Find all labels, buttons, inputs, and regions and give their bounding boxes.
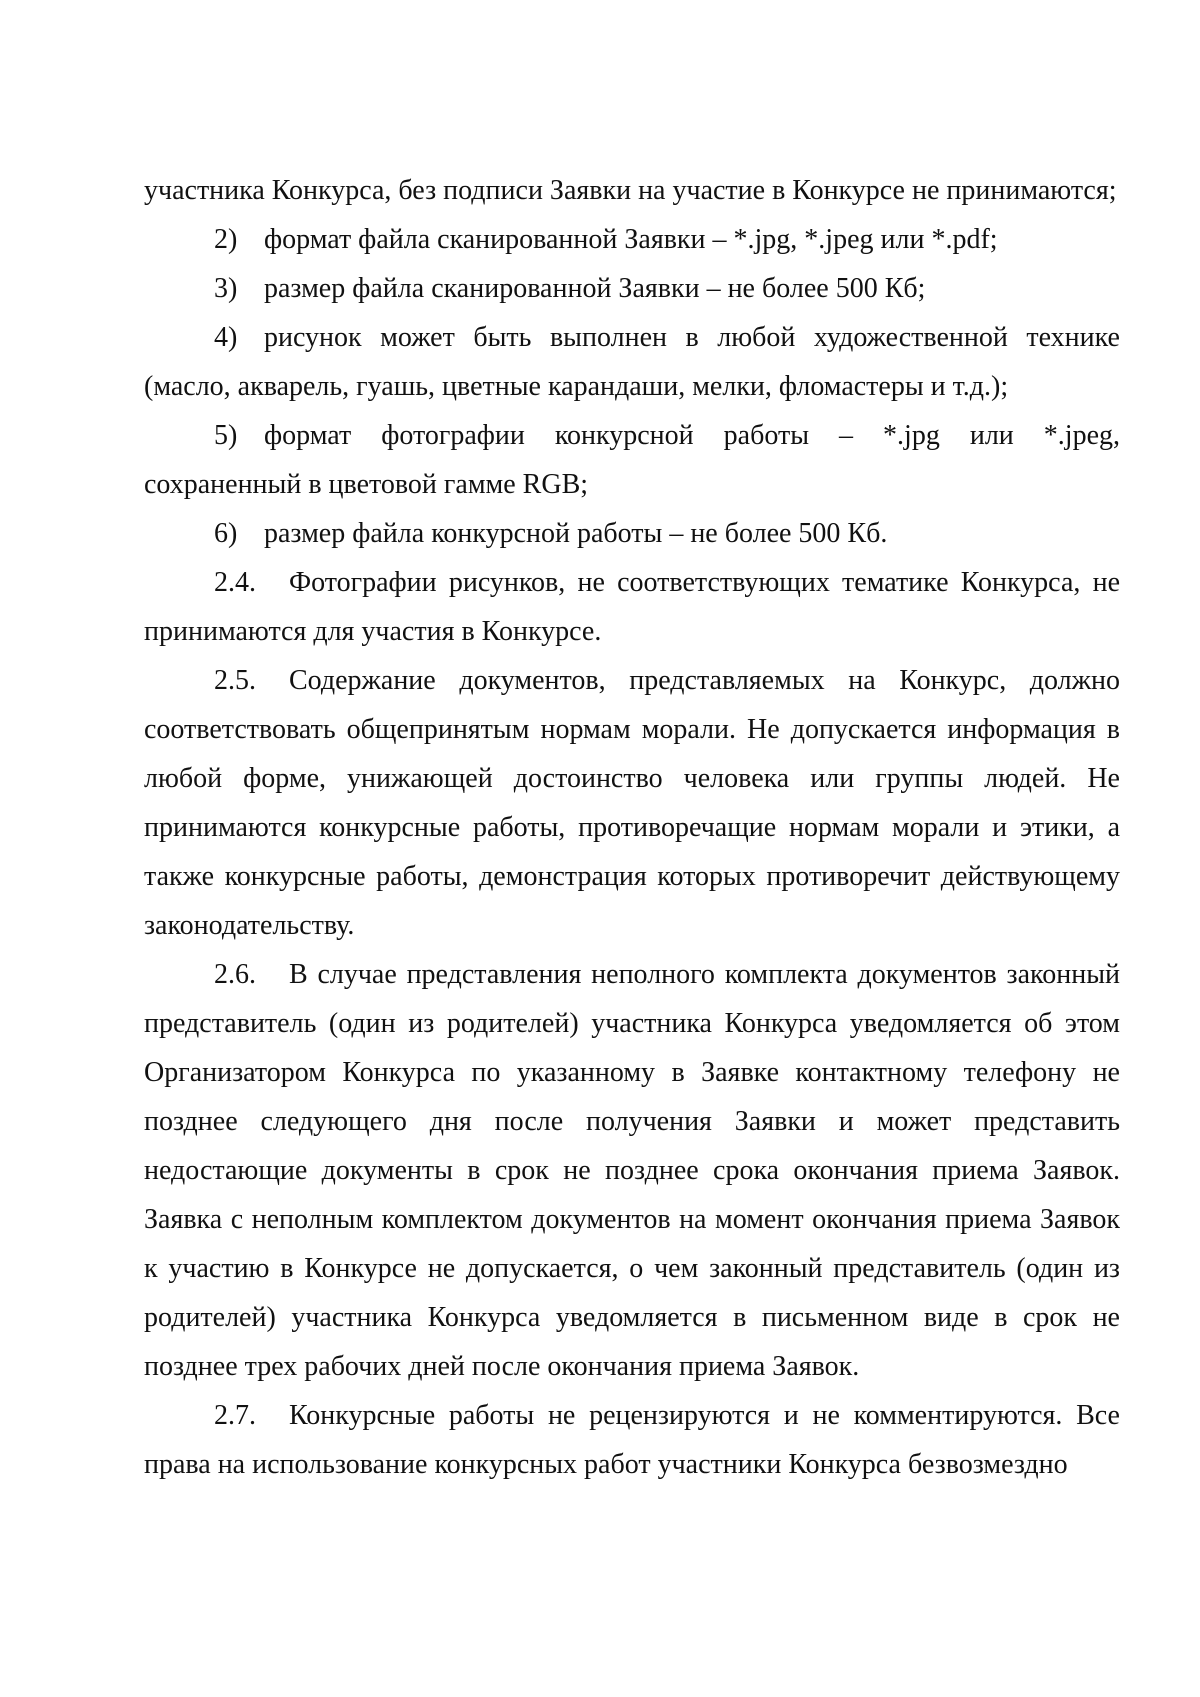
list-item-number: 4) <box>214 322 238 353</box>
list-item-4 <box>144 313 1120 411</box>
list-item-text: формат файла сканированной Заявки – *.jpg, *.jpeg или *.pdf; <box>264 224 998 255</box>
document-body <box>144 166 1120 1489</box>
list-item-text: формат фотографии конкурсной работы – *.jpg или *.jpeg, сохраненный в цветовой гамме RGB; <box>144 420 1120 500</box>
section-number: 2.6. <box>214 959 256 990</box>
list-item-2 <box>144 215 1120 264</box>
list-item-number: 3) <box>214 273 238 304</box>
section-2-5 <box>144 656 1120 950</box>
list-item-text: размер файла конкурсной работы – не более 500 Кб. <box>264 518 888 549</box>
list-item-number: 2) <box>214 224 238 255</box>
section-text: Содержание документов, представляемых на Конкурс, должно соответствовать общепринятым нормам морали. Не допускается информация в любой форме, унижающей достоинство человека или группы людей. Не принимаются конкурсные работы, противоречащие нормам морали и этики, а также конкурсные работы, демонстрация которых противоречит действующему законодательству. <box>144 665 1120 941</box>
section-number: 2.5. <box>214 665 256 696</box>
section-2-7 <box>144 1391 1120 1489</box>
section-2-4 <box>144 558 1120 656</box>
list-item-text: рисунок может быть выполнен в любой художественной технике (масло, акварель, гуашь, цветные карандаши, мелки, фломастеры и т.д.); <box>144 322 1120 402</box>
paragraph-text: участника Конкурса, без подписи Заявки на участие в Конкурсе не принимаются; <box>144 175 1117 206</box>
list-item-text: размер файла сканированной Заявки – не более 500 Кб; <box>264 273 926 304</box>
list-item-3 <box>144 264 1120 313</box>
paragraph-continuation <box>144 166 1120 215</box>
list-item-number: 5) <box>214 420 238 451</box>
section-number: 2.7. <box>214 1400 256 1431</box>
list-item-number: 6) <box>214 518 238 549</box>
section-number: 2.4. <box>214 567 256 598</box>
section-text: Конкурсные работы не рецензируются и не комментируются. Все права на использование конкурсных работ участники Конкурса безвозмездно <box>144 1400 1120 1480</box>
list-item-6 <box>144 509 1120 558</box>
section-text: Фотографии рисунков, не соответствующих тематике Конкурса, не принимаются для участия в Конкурсе. <box>144 567 1120 647</box>
section-2-6 <box>144 950 1120 1391</box>
list-item-5 <box>144 411 1120 509</box>
section-text: В случае представления неполного комплекта документов законный представитель (один из родителей) участника Конкурса уведомляется об этом Организатором Конкурса по указанному в Заявке контактному телефону не позднее следующего дня после получения Заявки и может представить недостающие документы в срок не позднее срока окончания приема Заявок. Заявка с неполным комплектом документов на момент окончания приема Заявок к участию в Конкурсе не допускается, о чем законный представитель (один из родителей) участника Конкурса уведомляется в письменном виде в срок не позднее трех рабочих дней после окончания приема Заявок. <box>144 959 1120 1382</box>
